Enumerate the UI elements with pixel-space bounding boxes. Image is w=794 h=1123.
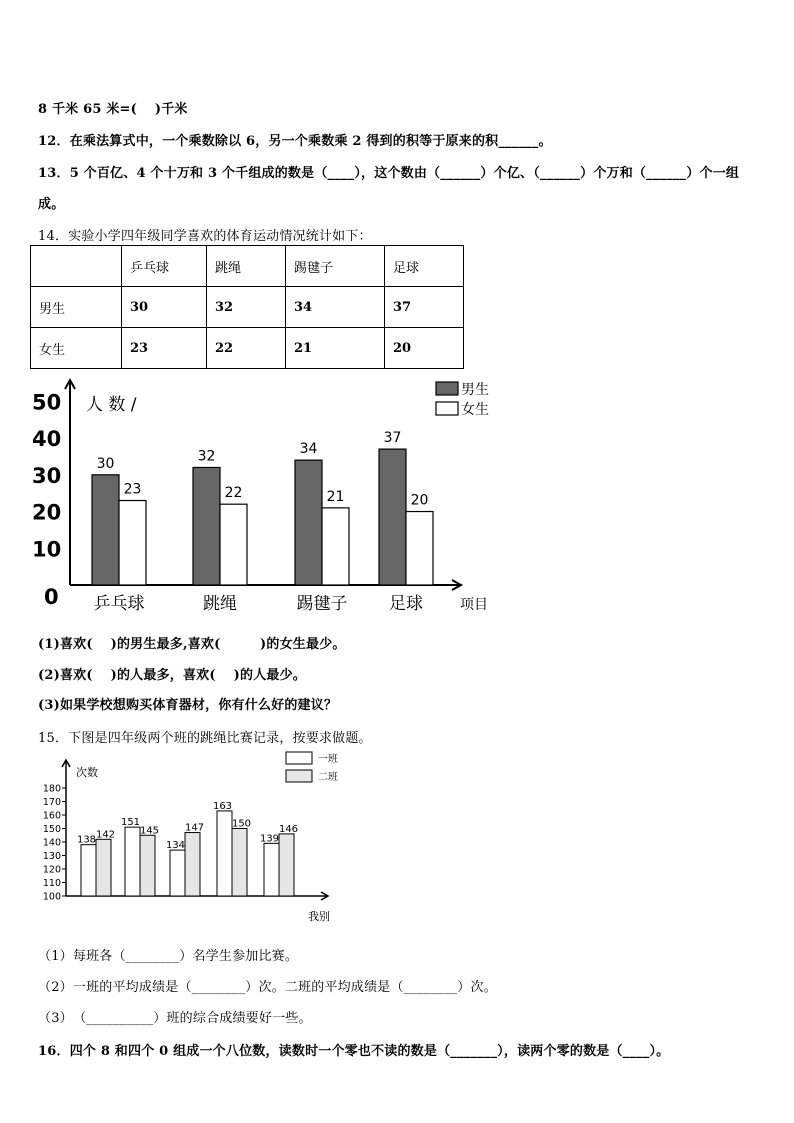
bar [140,835,155,896]
bar [232,829,247,897]
bar [295,460,322,585]
bar [92,475,119,585]
table-cell: 乒乓球 [122,246,207,287]
data-label: 138 [76,834,97,846]
data-label: 20 [410,492,429,509]
data-label: 139 [259,833,280,845]
data-label: 150 [231,818,252,830]
y-tick-label: 10 [32,537,62,562]
table-cell [31,246,122,287]
bar [220,504,247,585]
question-14: 14．实验小学四年级同学喜欢的体育运动情况统计如下： [38,229,372,244]
bar [81,845,96,896]
bar [125,827,140,896]
y-tick-label: 0 [44,585,59,609]
data-label: 32 [197,448,216,465]
data-label: 163 [212,800,233,812]
y-tick-label: 50 [32,390,62,415]
table-cell: 跳绳 [207,246,286,287]
data-label: 145 [139,825,160,837]
data-label: 147 [184,822,205,834]
table-cell: 21 [286,328,385,369]
y-tick-label: 160 [42,810,61,822]
table-row [31,287,464,328]
table-cell: 30 [122,287,207,328]
data-label: 146 [278,823,299,835]
y-tick-label: 180 [42,783,61,795]
y-tick-label: 110 [42,878,61,889]
y-tick-label: 40 [32,427,62,452]
question-15: 15．下图是四年级两个班的跳绳比赛记录，按要求做题。 [38,731,372,746]
y-axis-label: 人 数 / [86,395,137,415]
category-label: 跳绳 [203,594,237,614]
question-14-part2: (2)喜欢( )的人最多，喜欢( )的人最少。 [38,668,307,683]
question-13-line2: 成。 [38,197,65,212]
question-15-part1: （1）每班各（________）名学生参加比赛。 [38,949,299,964]
bar [217,811,232,896]
data-label: 22 [224,485,243,502]
category-label: 足球 [389,594,423,614]
question-13-line1: 13．5 个百亿、4 个十万和 3 个千组成的数是（____），这个数由（______）个亿、（______）个万和（______）个一组 [38,166,740,181]
legend-label: 一班 [318,754,338,765]
data-label: 37 [383,430,402,447]
data-label: 151 [120,817,141,829]
table-cell: 32 [207,287,286,328]
data-label: 21 [326,488,345,505]
table-cell: 22 [207,328,286,369]
table-cell: 37 [385,287,464,328]
table-cell: 34 [286,287,385,328]
y-tick-label: 20 [32,500,62,525]
data-label: 134 [165,840,186,852]
y-tick-label: 100 [42,891,61,903]
bar [279,834,294,896]
bar [119,501,146,585]
y-tick-label: 130 [42,851,61,862]
bar [264,843,279,896]
table-cell: 女生 [31,328,122,369]
table-row [31,328,464,369]
bar [406,512,433,585]
data-label: 34 [299,441,318,458]
y-tick-label: 150 [42,824,61,835]
category-label: 乒乓球 [93,594,145,614]
table-cell: 男生 [31,287,122,328]
bar [322,508,349,585]
legend-swatch [286,752,312,764]
bar [185,833,200,896]
question-15-part3: （3） （__________）班的综合成绩要好一些。 [38,1011,312,1026]
y-axis-label: 次数 [76,766,98,779]
legend-swatch [436,402,458,415]
y-tick-label: 120 [42,864,61,876]
question-16: 16．四个 8 和四个 0 组成一个八位数，读数时一个零也不读的数是（_______），读两个零的数是（____）。 [38,1044,670,1059]
table-cell: 23 [122,328,207,369]
legend-swatch [436,382,458,395]
bar [379,449,406,585]
question-14-part1: (1)喜欢( )的男生最多,喜欢( )的女生最少。 [38,637,346,652]
bar [96,839,111,896]
category-label: 踢毽子 [296,594,348,614]
table-cell: 20 [385,328,464,369]
legend-swatch [286,770,312,782]
data-label: 30 [96,455,115,472]
jump-rope-bar-chart [28,748,348,928]
y-tick-label: 30 [32,463,62,488]
question-12: 12．在乘法算式中，一个乘数除以 6，另一个乘数乘 2 得到的积等于原来的积______。 [38,134,552,149]
x-axis-label: 我别 [308,910,330,923]
legend-label: 二班 [318,772,338,783]
sports-table [30,245,464,369]
legend-label: 女生 [461,402,489,418]
table-cell: 踢毽子 [286,246,385,287]
sports-bar-chart [28,372,498,617]
x-axis-label: 项目 [460,597,488,613]
y-tick-label: 140 [42,837,61,849]
q11-tail: 8 千米 65 米=( )千米 [38,102,188,117]
table-cell: 足球 [385,246,464,287]
y-tick-label: 170 [42,797,61,808]
bar [170,850,185,896]
question-14-part3: (3)如果学校想购买体育器材，你有什么好的建议？ [38,698,338,713]
data-label: 23 [123,481,142,498]
bar [193,467,220,585]
legend-label: 男生 [461,382,489,398]
data-label: 142 [95,829,116,841]
table-header-row [31,246,464,287]
question-15-part2: （2）一班的平均成绩是（________）次。二班的平均成绩是（________）次。 [38,980,497,995]
